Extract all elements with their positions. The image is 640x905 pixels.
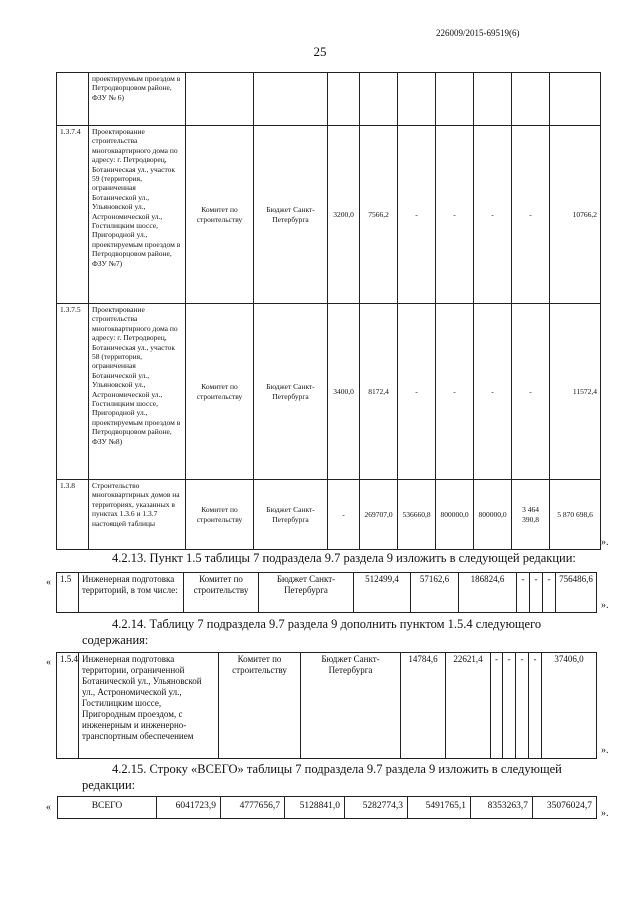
row-total: 11572,4 [550, 304, 601, 480]
document-number: 226009/2015-69519(6) [436, 28, 520, 38]
row-number [57, 73, 89, 126]
row-value-3: - [398, 304, 436, 480]
row-executor: Комитет по строительству [219, 653, 301, 759]
row-value-5: - [474, 126, 512, 304]
row-name: Строительство многоквартирных домов на территориях, указанных в пунктах 1.3.6 и 1.3.7 настоящей таблицы [89, 480, 186, 550]
row-source: Бюджет Санкт-Петербурга [254, 480, 328, 550]
row-value-1: - [328, 480, 360, 550]
row-source: Бюджет Санкт-Петербурга [254, 304, 328, 480]
table-item-1-5 [56, 572, 597, 613]
row-value-6: - [512, 126, 550, 304]
paragraph-4-2-15-cont: редакции: [82, 778, 136, 792]
row-value-1: 3400,0 [328, 304, 360, 480]
row-source: Бюджет Санкт-Петербурга [301, 653, 401, 759]
row-value-5: 800000,0 [474, 480, 512, 550]
row-value-3: - [398, 126, 436, 304]
row-value-5 [474, 73, 512, 126]
row-number: 1.5.4 [57, 653, 79, 759]
total-value-3: 5128841,0 [285, 797, 345, 819]
row-name: проектируемым проездом в Петродворцовом районе, ФЗУ № 6) [89, 73, 186, 126]
row-total: 10766,2 [550, 126, 601, 304]
row-value-3: 536660,8 [398, 480, 436, 550]
table-row [57, 304, 601, 480]
row-number: 1.3.7.4 [57, 126, 89, 304]
paragraph-4-2-14: 4.2.14. Таблицу 7 подраздела 9.7 раздела 9 дополнить пунктом 1.5.4 следующего [112, 617, 542, 631]
row-value-2: 7566,2 [360, 126, 398, 304]
row-value-4: - [436, 126, 474, 304]
total-value-6: 8353263,7 [471, 797, 533, 819]
row-value-4 [436, 73, 474, 126]
total-value-1: 6041723,9 [157, 797, 221, 819]
row-value-4: - [517, 573, 530, 613]
row-total [550, 73, 601, 126]
total-value-2: 4777656,7 [221, 797, 285, 819]
row-name: Проектирование строительства многоквартирного дома по адресу: г. Петродворец, Ботаническая ул., участок 58 (территория, ограниченная Ботанической ул., Ульяновской ул., Астрономической ул., Гостилицким шоссе, Пригородной ул., проектируемым проездом в Петродворцовом районе, ФЗУ №8) [89, 304, 186, 480]
row-value-6: - [529, 653, 542, 759]
row-number: 1.5 [57, 573, 79, 613]
main-table [56, 72, 601, 550]
paragraph-4-2-14-cont: содержания: [82, 633, 149, 647]
open-quote: « [46, 657, 51, 668]
table-item-1-5-4 [56, 652, 597, 759]
row-value-5: - [516, 653, 529, 759]
row-value-1: 512499,4 [354, 573, 411, 613]
row-value-4: - [503, 653, 516, 759]
row-value-2: 22621,4 [446, 653, 491, 759]
row-executor: Комитет по строительству [186, 304, 254, 480]
row-source: Бюджет Санкт-Петербурга [254, 126, 328, 304]
close-quote: ». [601, 537, 609, 548]
row-value-6: - [543, 573, 556, 613]
table-row [57, 126, 601, 304]
page-number: 25 [313, 44, 327, 59]
paragraph-4-2-13: 4.2.13. Пункт 1.5 таблицы 7 подраздела 9.7 раздела 9 изложить в следующей редакции: [112, 551, 576, 565]
row-value-2: 57162,6 [411, 573, 459, 613]
total-label: ВСЕГО [58, 797, 157, 819]
row-value-5: - [530, 573, 543, 613]
row-total: 756486,6 [556, 573, 597, 613]
row-name: Проектирование строительства многоквартирного дома по адресу: г. Петродворец, Ботаническая ул., участок 59 (территория, ограниченная Ботанической ул., Ульяновской ул., Астрономической ул., Гостилицким шоссе, Пригородной ул., проектируемым проездом в Петродворцовом районе, ФЗУ №7) [89, 126, 186, 304]
table-row [57, 480, 601, 550]
row-executor: Комитет по строительству [186, 480, 254, 550]
row-total: 5 870 698,6 [550, 480, 601, 550]
table-row [57, 73, 601, 126]
row-value-2: 8172,4 [360, 304, 398, 480]
total-value-5: 5491765,1 [408, 797, 471, 819]
open-quote: « [46, 802, 51, 813]
close-quote: ». [601, 600, 609, 611]
row-executor [186, 73, 254, 126]
row-value-2 [360, 73, 398, 126]
row-value-3: 186824,6 [459, 573, 517, 613]
table-row [58, 797, 597, 819]
table-row [57, 653, 597, 759]
row-value-6: - [512, 304, 550, 480]
close-quote: ». [601, 745, 609, 756]
row-number: 1.3.7.5 [57, 304, 89, 480]
row-value-4: - [436, 304, 474, 480]
row-value-3: - [491, 653, 503, 759]
paragraph-4-2-15: 4.2.15. Строку «ВСЕГО» таблицы 7 подраздела 9.7 раздела 9 изложить в следующей [112, 762, 562, 776]
row-executor: Комитет по строительству [186, 126, 254, 304]
row-number: 1.3.8 [57, 480, 89, 550]
row-name: Инженерная подготовка территории, ограниченной Ботанической ул., Ульяновской ул., Астрономической ул., Гостилицким шоссе, Пригородным проездом, с инженерным и инженерно-транспортным обеспечением [79, 653, 219, 759]
row-value-1: 3200,0 [328, 126, 360, 304]
table-row [57, 573, 597, 613]
row-value-5: - [474, 304, 512, 480]
row-value-1: 14784,6 [401, 653, 446, 759]
row-value-1 [328, 73, 360, 126]
row-value-4: 800000,0 [436, 480, 474, 550]
row-source: Бюджет Санкт-Петербурга [259, 573, 354, 613]
row-value-3 [398, 73, 436, 126]
row-source [254, 73, 328, 126]
table-total-row [57, 796, 597, 819]
close-quote: ». [601, 808, 609, 819]
total-value-4: 5282774,3 [345, 797, 408, 819]
open-quote: « [46, 577, 51, 588]
row-value-6: 3 464 390,8 [512, 480, 550, 550]
row-executor: Комитет по строительству [184, 573, 259, 613]
row-value-6 [512, 73, 550, 126]
row-total: 37406,0 [542, 653, 597, 759]
total-value-7: 35076024,7 [533, 797, 597, 819]
row-name: Инженерная подготовка территорий, в том числе: [79, 573, 184, 613]
row-value-2: 269707,0 [360, 480, 398, 550]
